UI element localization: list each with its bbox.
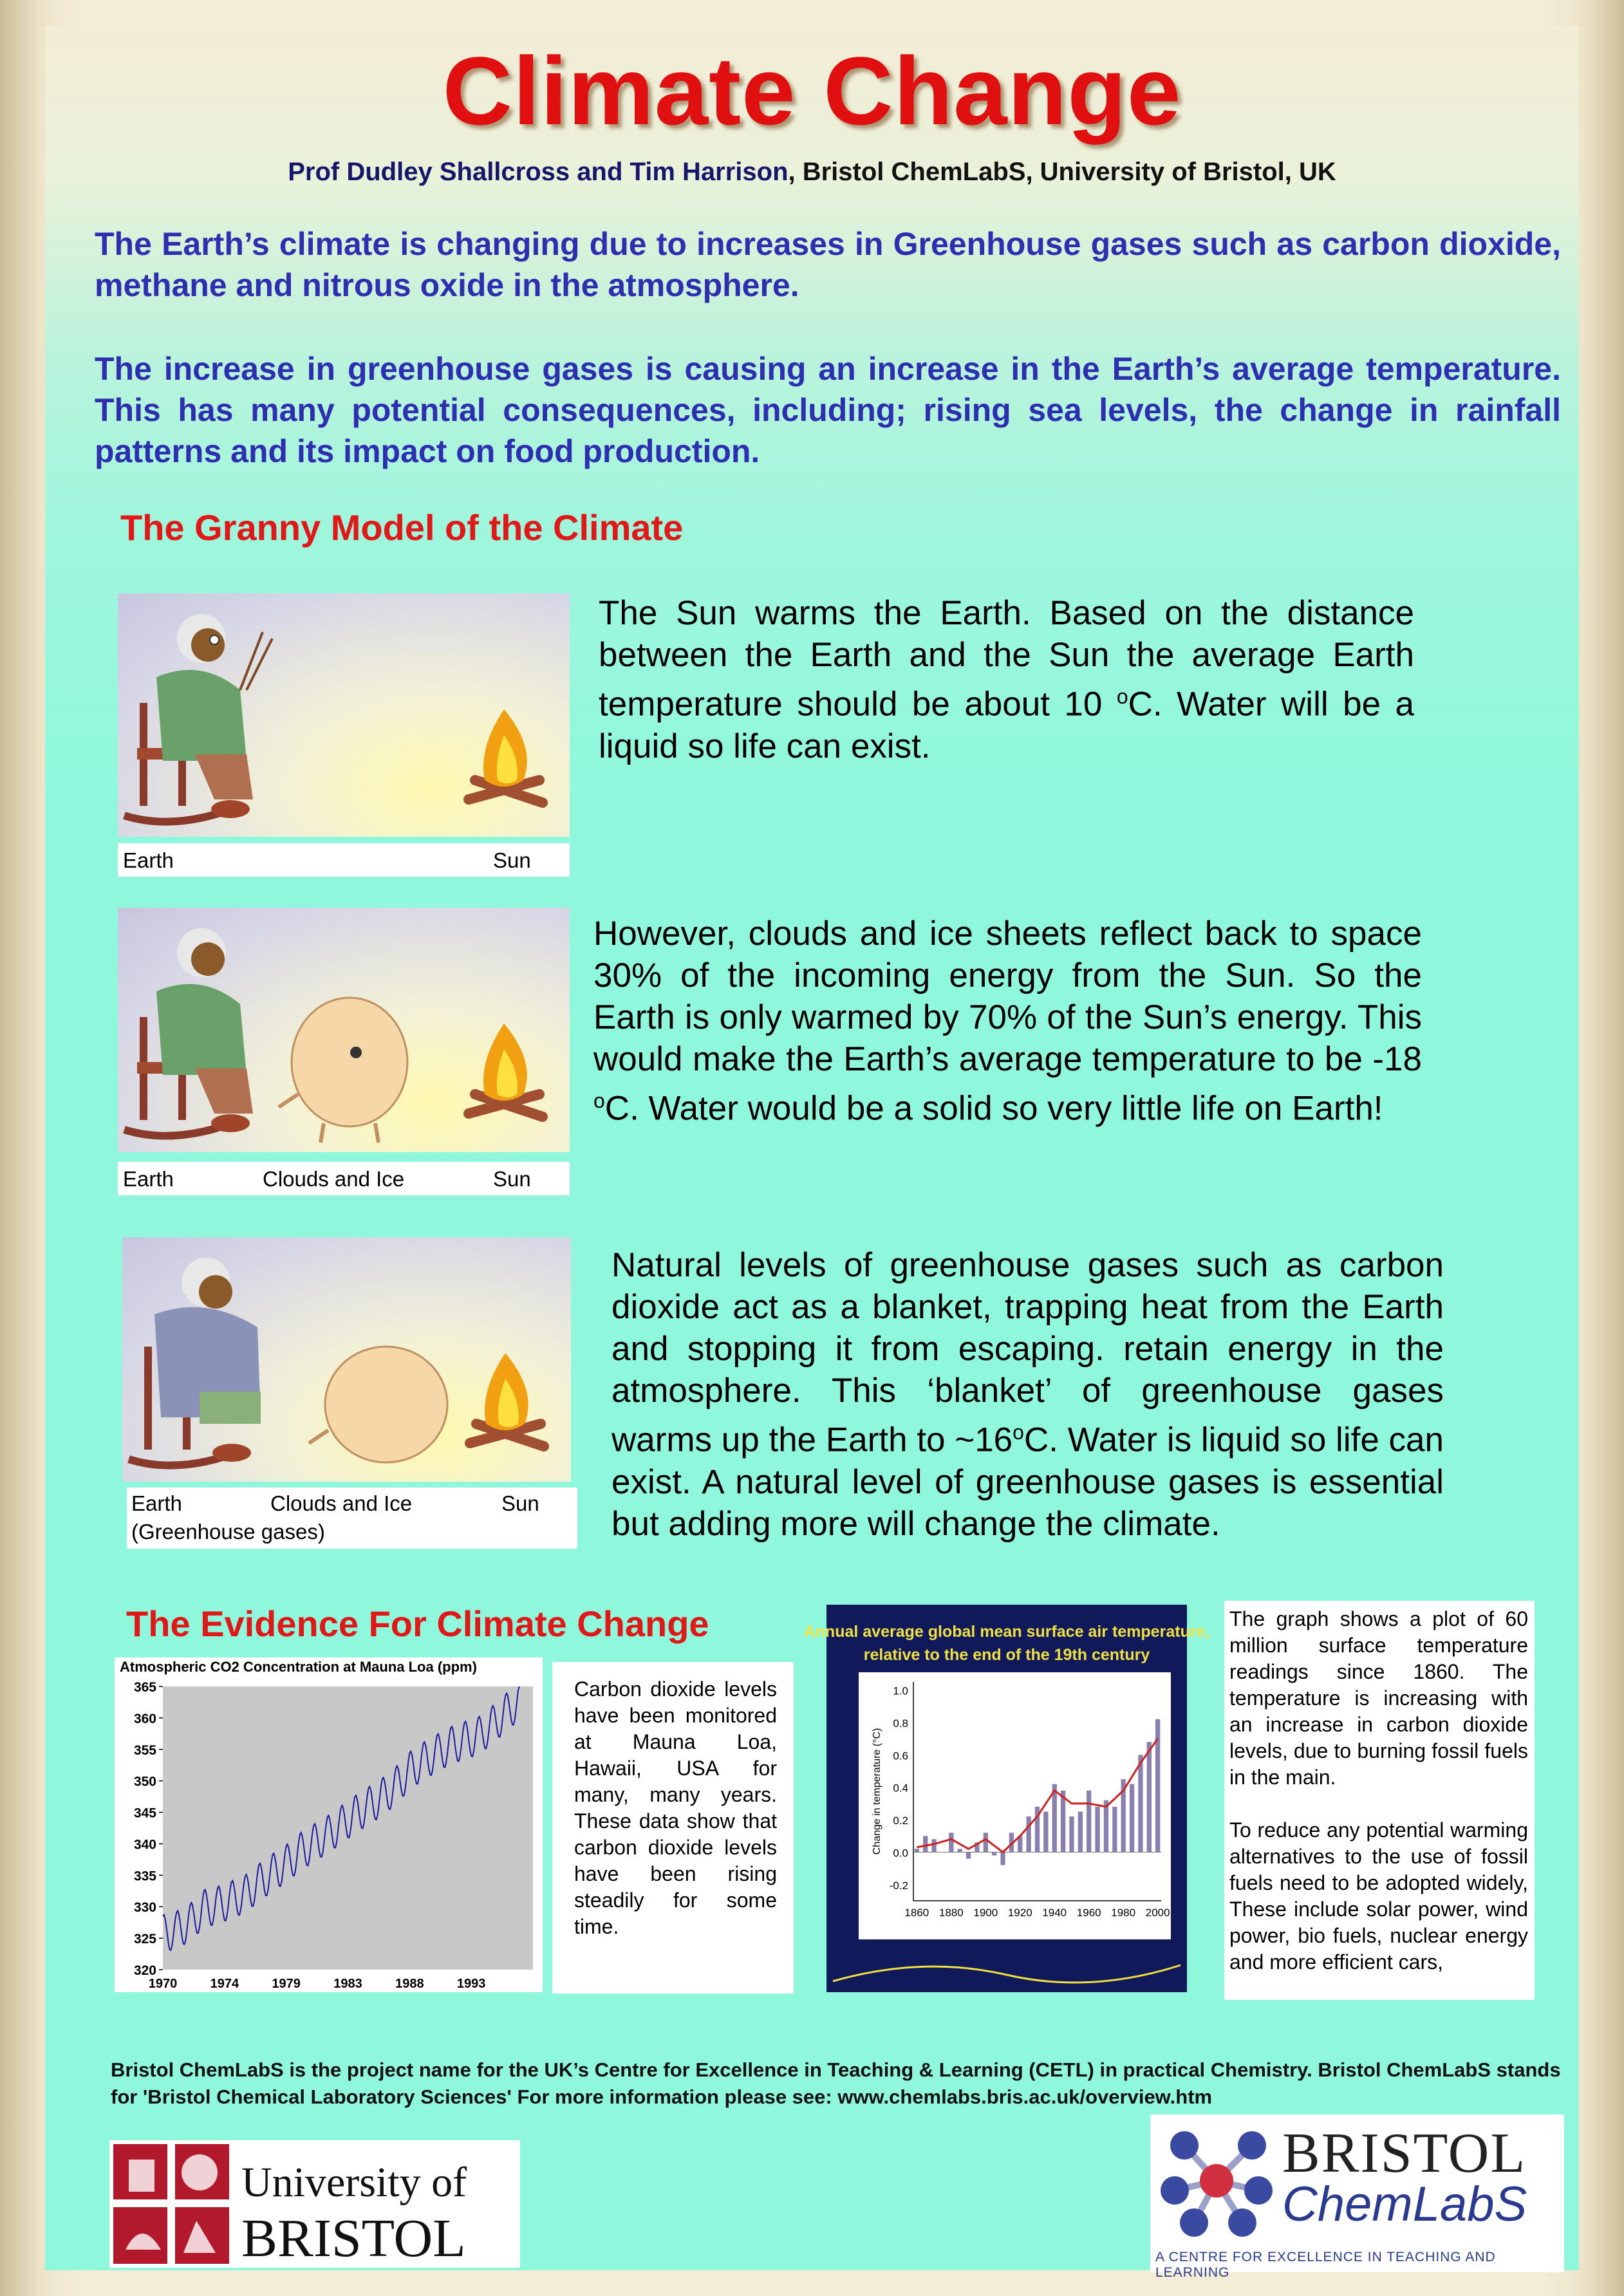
temp-bar xyxy=(915,1849,919,1852)
text-1b: C. Water will be a liquid so life can exist. xyxy=(599,685,1415,765)
temp-y-tick-label: 0.6 xyxy=(893,1750,908,1762)
temp-x-tick-label: 1860 xyxy=(904,1907,929,1919)
caption-clouds-ice: Clouds and Ice xyxy=(270,1491,413,1515)
bristol-crest-icon xyxy=(109,2140,232,2268)
caption-earth: Earth xyxy=(123,848,174,872)
co2-x-tick-label: 1974 xyxy=(210,1977,239,1991)
temp-bar xyxy=(1147,1742,1152,1852)
temp-bar xyxy=(923,1836,928,1852)
intro-paragraph-2: The increase in greenhouse gases is causing an increase in the Earth’s average temperature. This has many potential consequences, including; rising sea levels, the change in rainfall patterns and its impact on food production. xyxy=(95,351,1561,469)
co2-y-tick-label: 335 xyxy=(133,1869,156,1884)
temp-x-tick-label: 1960 xyxy=(1076,1907,1101,1919)
temp-bar xyxy=(958,1849,962,1852)
text-3b: C. Water is liquid so life can exist. A natural level of greenhouse gases is essential but adding more will change the climate. xyxy=(611,1421,1444,1543)
uob-logo-line2: BRISTOL xyxy=(241,2208,466,2268)
caption-clouds-ice: Clouds and Ice xyxy=(263,1167,405,1191)
author-affiliation: , Bristol ChemLabS, University of Bristol, UK xyxy=(788,158,1336,186)
temperature-text-1: The graph shows a plot of 60 million surface temperature readings since 1860. The temperature is increasing with an increase in carbon dioxide levels, due to burning fossil fuels in the main. xyxy=(1229,1607,1528,1789)
temp-x-tick-label: 1900 xyxy=(973,1907,998,1919)
caption-earth: Earth xyxy=(131,1491,182,1515)
temp-chart-title-line2: relative to the end of the 19th century xyxy=(863,1646,1150,1664)
caption-sun: Sun xyxy=(493,1167,531,1191)
co2-x-tick-label: 1993 xyxy=(456,1977,486,1991)
temp-bar xyxy=(1087,1791,1091,1853)
granny-illustration-2 xyxy=(118,908,570,1152)
co2-plot-area xyxy=(163,1686,533,1970)
temp-bar xyxy=(1130,1784,1134,1853)
temp-y-tick-label: 1.0 xyxy=(893,1685,908,1697)
co2-chart-title: Atmospheric CO2 Concentration at Mauna Loa (ppm) xyxy=(120,1659,477,1675)
co2-chart-card xyxy=(115,1657,543,1992)
temp-x-tick-label: 1980 xyxy=(1111,1907,1136,1919)
temp-x-tick-label: 1880 xyxy=(938,1907,964,1919)
intro-paragraph-1: The Earth’s climate is changing due to increases in Greenhouse gases such as carbon dioxide, methane and nitrous oxide in the atmosphere. xyxy=(95,226,1561,303)
text-1a: The Sun warms the Earth. Based on the distance between the Earth and the Sun the average Earth temperature should be about 10 xyxy=(599,594,1414,723)
temp-bar xyxy=(1069,1816,1074,1852)
caption-sun: Sun xyxy=(493,848,531,872)
caption-earth: Earth xyxy=(123,1167,174,1191)
text-2b: C. Water would be a solid so very little life on Earth! xyxy=(604,1089,1383,1128)
degree-superscript: o xyxy=(1116,685,1128,708)
temp-chart-title-line1: Annual average global mean surface air temperature, xyxy=(803,1623,1210,1641)
granny-blanket-icon xyxy=(154,1258,261,1462)
campfire-icon xyxy=(469,1023,543,1117)
temperature-chart xyxy=(803,1605,1210,1992)
temp-bar xyxy=(949,1833,953,1852)
co2-x-tick-label: 1979 xyxy=(272,1977,301,1991)
co2-y-tick-label: 355 xyxy=(133,1742,156,1758)
co2-y-tick-label: 345 xyxy=(133,1806,156,1821)
temp-bar xyxy=(1078,1811,1083,1852)
temp-bar xyxy=(1138,1755,1143,1852)
granny-text-2 xyxy=(593,913,1422,1130)
temp-bar xyxy=(1095,1807,1099,1853)
temp-y-axis-label: Change in temperature (°C) xyxy=(872,1728,882,1855)
temp-y-tick-label: 0.2 xyxy=(893,1815,908,1827)
temp-bar xyxy=(984,1833,988,1852)
temp-bar xyxy=(1061,1791,1065,1853)
cloud-dog-icon xyxy=(279,998,407,1143)
molecule-icon xyxy=(1155,2120,1278,2242)
temp-y-tick-label: 0.0 xyxy=(893,1847,908,1860)
chemlabs-logo-line1: BRISTOL xyxy=(1282,2122,1527,2185)
temperature-text-2: To reduce any potential warming alternatives to the use of fossil fuels need to be adopted widely, These include solar power, wind power, bio fuels, nuclear energy and more efficient cars, xyxy=(1229,1818,1528,1974)
granny-figure-icon xyxy=(156,614,272,818)
temperature-description xyxy=(1224,1601,1535,2000)
temperature-chart-card xyxy=(803,1605,1210,1992)
temp-x-tick-label: 2000 xyxy=(1145,1907,1170,1919)
co2-y-tick-label: 325 xyxy=(133,1932,156,1947)
granny-figure-icon xyxy=(156,928,253,1132)
caption-3 xyxy=(127,1488,577,1549)
temp-x-tick-label: 1920 xyxy=(1007,1907,1032,1919)
evidence-title: The Evidence For Climate Change xyxy=(126,1603,709,1644)
co2-y-tick-label: 360 xyxy=(133,1711,156,1726)
granny-text-3 xyxy=(611,1244,1444,1545)
authors-line xyxy=(0,158,1624,187)
co2-description: Carbon dioxide levels have been monitored at Mauna Loa, Hawaii, USA for many, many years. These data show that carbon dioxide levels have been rising steadily for some time. xyxy=(552,1662,794,1993)
temp-bar xyxy=(1043,1811,1048,1852)
granny-cartoon-2 xyxy=(118,908,570,1152)
temp-y-tick-label: -0.2 xyxy=(889,1879,908,1892)
temp-bar xyxy=(992,1852,996,1855)
temp-x-tick-label: 1940 xyxy=(1042,1907,1067,1919)
caption-sun: Sun xyxy=(501,1491,539,1515)
author-names: Prof Dudley Shallcross and Tim Harrison xyxy=(288,158,789,186)
temp-bar xyxy=(1104,1800,1108,1853)
co2-y-tick-label: 365 xyxy=(133,1680,156,1695)
degree-superscript: o xyxy=(1013,1421,1024,1444)
co2-y-tick-label: 320 xyxy=(133,1963,156,1978)
text-3a: Natural levels of greenhouse gases such as carbon dioxide act as a blanket, trapping heat from the Earth and stopping it from escaping. retain energy in the atmosphere. This ‘blanket’ of greenhouse gases warms up the Earth to ~16 xyxy=(611,1246,1444,1459)
granny-illustration-1 xyxy=(118,593,570,837)
granny-model-title: The Granny Model of the Climate xyxy=(120,507,684,548)
uob-logo-line1: University of xyxy=(241,2159,467,2206)
co2-chart xyxy=(115,1657,543,1992)
co2-y-tick-label: 350 xyxy=(133,1774,156,1789)
temp-bar xyxy=(966,1852,971,1858)
text-2a: However, clouds and ice sheets reflect back to space 30% of the incoming energy from the Sun. So the Earth is only warmed by 70% of the Sun’s energy. This would make the Earth’s average temperature to be -18 xyxy=(593,915,1422,1078)
campfire-icon xyxy=(469,709,543,803)
co2-y-tick-label: 330 xyxy=(133,1900,156,1916)
granny-cartoon-3 xyxy=(122,1237,571,1482)
temp-bar xyxy=(1000,1852,1005,1865)
granny-text-1 xyxy=(599,592,1414,767)
temp-y-tick-label: 0.4 xyxy=(893,1782,908,1795)
caption-2 xyxy=(118,1162,570,1195)
caption-1 xyxy=(118,843,570,877)
footer-note: Bristol ChemLabS is the project name for the UK’s Centre for Excellence in Teaching & Learning (CETL) in practical Chemistry. Bristol ChemLabS stands for 'Bristol Chemical Laboratory Sciences' For more information please see: www.chemlabs.bris.ac.uk/overview.htm xyxy=(111,2058,1561,2108)
temp-decorative-wave xyxy=(833,1965,1181,1983)
poster-title: Climate Change xyxy=(442,37,1182,145)
co2-x-tick-label: 1970 xyxy=(148,1977,178,1991)
chemlabs-logo-line2: ChemLabS xyxy=(1282,2177,1527,2232)
temp-bar xyxy=(1026,1816,1031,1852)
degree-superscript: o xyxy=(593,1089,605,1112)
cloud-dog-icon xyxy=(309,1347,447,1462)
co2-y-tick-label: 340 xyxy=(133,1837,156,1853)
bristol-chemlabs-logo xyxy=(1150,2114,1564,2280)
co2-x-tick-label: 1988 xyxy=(395,1977,424,1991)
chemlabs-logo-tagline: A CENTRE FOR EXCELLENCE IN TEACHING AND LEARNING xyxy=(1155,2250,1496,2280)
co2-x-tick-label: 1983 xyxy=(333,1977,362,1991)
caption-greenhouse: (Greenhouse gases) xyxy=(131,1520,325,1544)
granny-illustration-3 xyxy=(122,1237,571,1482)
temp-y-tick-label: 0.8 xyxy=(893,1717,908,1730)
temp-bar xyxy=(1112,1807,1117,1853)
campfire-icon xyxy=(470,1353,544,1446)
granny-cartoon-1 xyxy=(118,593,570,837)
university-of-bristol-logo xyxy=(109,2140,520,2268)
temp-bar xyxy=(931,1839,936,1852)
